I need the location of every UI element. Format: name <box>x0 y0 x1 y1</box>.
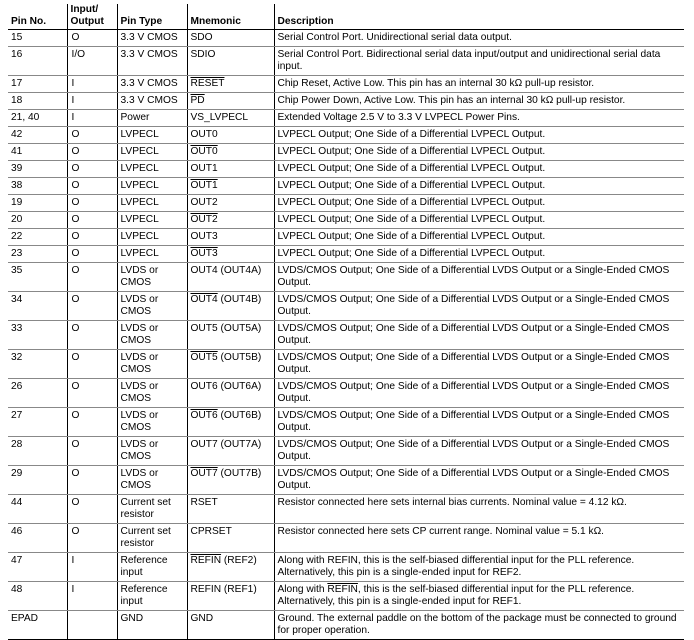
table-row <box>8 229 684 246</box>
description-cell <box>274 76 684 93</box>
pin-number-cell: 16 <box>8 47 67 76</box>
description-text: LVPECL Output; One Side of a Differential LVPECL Output. <box>277 163 546 174</box>
table-row <box>8 93 684 110</box>
description-text: LVPECL Output; One Side of a Differential LVPECL Output. <box>277 197 546 208</box>
pin-number-cell: 42 <box>8 127 67 144</box>
mnemonic-cell <box>187 524 274 553</box>
description-cell <box>274 466 684 495</box>
io-cell: O <box>67 127 117 144</box>
description-text: Resistor connected here sets internal bias currents. Nominal value = 4.12 kΩ. <box>277 497 627 508</box>
description-cell <box>274 144 684 161</box>
pin-number-cell: 27 <box>8 408 67 437</box>
description-text: Serial Control Port. Bidirectional serial data input/output and unidirectional serial data input. <box>277 49 661 72</box>
pin-number-cell: 23 <box>8 246 67 263</box>
mnemonic-text: OUT5 (OUT5A) <box>190 323 262 334</box>
pin-type-cell: LVPECL <box>117 246 187 263</box>
pin-type-cell: LVDS or CMOS <box>117 408 187 437</box>
pin-number-cell: 46 <box>8 524 67 553</box>
io-cell: O <box>67 379 117 408</box>
pin-type-cell: LVPECL <box>117 212 187 229</box>
table-row <box>8 466 684 495</box>
io-cell: O <box>67 144 117 161</box>
mnemonic-cell <box>187 93 274 110</box>
mnemonic-overline-part: $\overline{PD}$ <box>190 95 205 106</box>
description-cell <box>274 408 684 437</box>
description-cell <box>274 582 684 611</box>
table-row <box>8 292 684 321</box>
io-cell: O <box>67 178 117 195</box>
header-pin-no: Pin No. <box>8 4 67 30</box>
pin-type-cell: LVDS or CMOS <box>117 292 187 321</box>
table-row <box>8 495 684 524</box>
table-row <box>8 30 684 47</box>
pin-number-cell: 17 <box>8 76 67 93</box>
description-text: LVPECL Output; One Side of a Differential LVPECL Output. <box>277 180 546 191</box>
mnemonic-text: REFIN (REF1) <box>190 584 257 595</box>
io-cell: O <box>67 292 117 321</box>
io-cell: O <box>67 437 117 466</box>
pin-number-cell: 38 <box>8 178 67 195</box>
description-cell <box>274 229 684 246</box>
io-cell <box>67 611 117 640</box>
table-row <box>8 178 684 195</box>
mnemonic-text: OUT1 <box>190 163 218 174</box>
pin-type-cell: LVDS or CMOS <box>117 466 187 495</box>
pin-type-cell: LVPECL <box>117 178 187 195</box>
description-text: LVPECL Output; One Side of a Differential LVPECL Output. <box>277 248 546 259</box>
description-cell <box>274 263 684 292</box>
table-row <box>8 321 684 350</box>
pin-number-cell: 39 <box>8 161 67 178</box>
table-row <box>8 127 684 144</box>
io-cell: I <box>67 76 117 93</box>
mnemonic-text: OUT7 (OUT7A) <box>190 439 262 450</box>
pin-type-cell: Reference input <box>117 582 187 611</box>
description-cell <box>274 350 684 379</box>
pin-type-cell: LVDS or CMOS <box>117 379 187 408</box>
description-text: LVPECL Output; One Side of a Differential LVPECL Output. <box>277 146 546 157</box>
description-text-tail: , this is the self-biased differential input for the PLL reference. Alternatively, this pin is a single-ended input for REF1. <box>277 584 635 607</box>
mnemonic-text: OUT7 (OUT7B) <box>190 468 262 479</box>
mnemonic-cell <box>187 229 274 246</box>
mnemonic-cell <box>187 350 274 379</box>
mnemonic-cell <box>187 110 274 127</box>
description-text: LVDS/CMOS Output; One Side of a Differential LVDS Output or a Single-Ended CMOS Output. <box>277 294 670 317</box>
header-mnemonic: Mnemonic <box>187 4 274 30</box>
pin-type-cell: Reference input <box>117 553 187 582</box>
table-row <box>8 408 684 437</box>
mnemonic-text: OUT4 (OUT4B) <box>190 294 262 305</box>
io-cell: O <box>67 195 117 212</box>
pin-number-cell: 19 <box>8 195 67 212</box>
mnemonic-text: OUT6 (OUT6A) <box>190 381 262 392</box>
io-cell: O <box>67 161 117 178</box>
io-cell: I <box>67 93 117 110</box>
mnemonic-overline-part: OUT1 <box>190 180 218 191</box>
io-cell: O <box>67 350 117 379</box>
mnemonic-overline-part: OUT7 <box>190 468 218 479</box>
pin-number-cell: 48 <box>8 582 67 611</box>
mnemonic-text: OUT4 (OUT4A) <box>190 265 262 276</box>
header-pin-type: Pin Type <box>117 4 187 30</box>
mnemonic-text: OUT3 <box>190 231 218 242</box>
description-cell <box>274 611 684 640</box>
io-cell: O <box>67 30 117 47</box>
description-cell <box>274 437 684 466</box>
mnemonic-overline-part: OUT0 <box>190 146 218 157</box>
header-row <box>8 4 684 30</box>
pin-type-cell: 3.3 V CMOS <box>117 76 187 93</box>
io-cell: O <box>67 321 117 350</box>
mnemonic-text <box>191 146 218 157</box>
description-text: LVDS/CMOS Output; One Side of a Differential LVDS Output or a Single-Ended CMOS Output. <box>277 352 670 375</box>
mnemonic-cell <box>187 379 274 408</box>
pin-number-cell: 33 <box>8 321 67 350</box>
description-text: LVDS/CMOS Output; One Side of a Differential LVDS Output or a Single-Ended CMOS Output. <box>277 439 670 462</box>
pin-number-cell: 26 <box>8 379 67 408</box>
description-text: Serial Control Port. Unidirectional serial data output. <box>277 32 512 43</box>
table-row <box>8 582 684 611</box>
mnemonic-text: OUT2 <box>190 197 218 208</box>
pin-type-cell: LVDS or CMOS <box>117 437 187 466</box>
pin-type-cell: 3.3 V CMOS <box>117 47 187 76</box>
description-text: Chip Reset, Active Low. This pin has an internal 30 kΩ pull-up resistor. <box>277 78 595 89</box>
description-text: Along with REFIN, this is the self-biased differential input for the PLL reference. Alternatively, this pin is a single-ended input for REF2. <box>277 555 635 578</box>
mnemonic-cell <box>187 466 274 495</box>
table-row <box>8 212 684 229</box>
pin-number-cell: 22 <box>8 229 67 246</box>
table-row <box>8 553 684 582</box>
description-cell <box>274 524 684 553</box>
pin-type-cell: LVDS or CMOS <box>117 263 187 292</box>
pin-number-cell: 35 <box>8 263 67 292</box>
pin-type-cell: LVPECL <box>117 127 187 144</box>
mnemonic-text: REFIN (REF2) <box>190 555 257 566</box>
mnemonic-text: OUT0 <box>190 129 218 140</box>
mnemonic-overline-part: OUT3 <box>190 248 218 259</box>
io-cell: O <box>67 466 117 495</box>
mnemonic-text: GND <box>190 613 214 624</box>
description-cell <box>274 30 684 47</box>
description-cell <box>274 161 684 178</box>
description-text: LVPECL Output; One Side of a Differential LVPECL Output. <box>277 231 546 242</box>
header-io-line1: Input/ <box>70 4 99 15</box>
description-cell <box>274 127 684 144</box>
description-cell <box>274 93 684 110</box>
mnemonic-cell <box>187 582 274 611</box>
io-cell: O <box>67 495 117 524</box>
mnemonic-text: VS_LVPECL <box>190 112 249 123</box>
mnemonic-cell <box>187 195 274 212</box>
description-cell <box>274 195 684 212</box>
pin-type-cell: LVPECL <box>117 161 187 178</box>
io-cell: O <box>67 212 117 229</box>
mnemonic-text: SDO <box>190 32 213 43</box>
mnemonic-text: RSET <box>190 497 218 508</box>
mnemonic-cell <box>187 263 274 292</box>
pin-number-cell: 41 <box>8 144 67 161</box>
pin-type-cell: LVPECL <box>117 195 187 212</box>
description-text: Extended Voltage 2.5 V to 3.3 V LVPECL Power Pins. <box>277 112 520 123</box>
mnemonic-text: OUT5 (OUT5B) <box>190 352 262 363</box>
io-cell: O <box>67 246 117 263</box>
mnemonic-cell <box>187 246 274 263</box>
description-text: LVDS/CMOS Output; One Side of a Differential LVDS Output or a Single-Ended CMOS Output. <box>277 265 670 288</box>
description-text: LVDS/CMOS Output; One Side of a Differential LVDS Output or a Single-Ended CMOS Output. <box>277 381 670 404</box>
description-cell <box>274 553 684 582</box>
table-row <box>8 144 684 161</box>
pin-type-cell: LVDS or CMOS <box>117 321 187 350</box>
mnemonic-overline-part: OUT6 <box>190 410 218 421</box>
table-row <box>8 379 684 408</box>
pin-type-cell: LVPECL <box>117 144 187 161</box>
mnemonic-cell <box>187 161 274 178</box>
table-row <box>8 47 684 76</box>
mnemonic-text: OUT6 (OUT6B) <box>190 410 262 421</box>
header-io-line2: Output <box>70 16 104 27</box>
pin-number-cell: 21, 40 <box>8 110 67 127</box>
description-cell <box>274 178 684 195</box>
mnemonic-overline-part: OUT2 <box>190 214 218 225</box>
mnemonic-cell <box>187 76 274 93</box>
description-cell <box>274 47 684 76</box>
table-row <box>8 195 684 212</box>
mnemonic-cell <box>187 495 274 524</box>
pin-number-cell: 44 <box>8 495 67 524</box>
mnemonic-overline-part: RESET <box>190 78 225 89</box>
table-row <box>8 350 684 379</box>
mnemonic-text <box>191 248 218 259</box>
pin-number-cell: 32 <box>8 350 67 379</box>
pin-number-cell: 20 <box>8 212 67 229</box>
table-row <box>8 437 684 466</box>
pin-number-cell: EPAD <box>8 611 67 640</box>
description-cell <box>274 246 684 263</box>
header-input-output <box>67 4 117 30</box>
pin-type-cell: 3.3 V CMOS <box>117 93 187 110</box>
mnemonic-cell <box>187 47 274 76</box>
mnemonic-overline-part: OUT5 <box>190 352 218 363</box>
table-row <box>8 611 684 640</box>
mnemonic-cell <box>187 553 274 582</box>
description-cell <box>274 212 684 229</box>
description-cell <box>274 379 684 408</box>
mnemonic-cell <box>187 437 274 466</box>
mnemonic-cell <box>187 127 274 144</box>
table-row <box>8 524 684 553</box>
io-cell: O <box>67 524 117 553</box>
table-row <box>8 246 684 263</box>
description-cell <box>274 321 684 350</box>
mnemonic-text <box>191 78 225 89</box>
mnemonic-cell <box>187 611 274 640</box>
pin-number-cell: 28 <box>8 437 67 466</box>
mnemonic-cell <box>187 178 274 195</box>
table-row <box>8 161 684 178</box>
mnemonic-text <box>191 180 218 191</box>
description-cell <box>274 495 684 524</box>
pin-number-cell: 47 <box>8 553 67 582</box>
mnemonic-text <box>191 214 218 225</box>
pin-function-table <box>8 4 684 640</box>
pin-type-cell: 3.3 V CMOS <box>117 30 187 47</box>
mnemonic-cell <box>187 408 274 437</box>
io-cell: I <box>67 110 117 127</box>
description-cell <box>274 110 684 127</box>
mnemonic-text <box>191 95 205 106</box>
io-cell: O <box>67 408 117 437</box>
io-cell: O <box>67 263 117 292</box>
pin-number-cell: 34 <box>8 292 67 321</box>
pin-type-cell: Current set resistor <box>117 495 187 524</box>
io-cell: I <box>67 553 117 582</box>
io-cell: O <box>67 229 117 246</box>
description-cell <box>274 292 684 321</box>
description-text: LVDS/CMOS Output; One Side of a Differential LVDS Output or a Single-Ended CMOS Output. <box>277 410 670 433</box>
description-text: Chip Power Down, Active Low. This pin has an internal 30 kΩ pull-up resistor. <box>277 95 626 106</box>
table-row <box>8 263 684 292</box>
io-cell: I/O <box>67 47 117 76</box>
description-text: LVPECL Output; One Side of a Differential LVPECL Output. <box>277 129 546 140</box>
table-row <box>8 76 684 93</box>
description-text: Along with <box>277 584 328 595</box>
mnemonic-cell <box>187 321 274 350</box>
description-overline: REFIN <box>327 584 358 595</box>
mnemonic-cell <box>187 292 274 321</box>
pin-number-cell: 29 <box>8 466 67 495</box>
header-description: Description <box>274 4 684 30</box>
mnemonic-overline-part: REFIN <box>190 555 222 566</box>
pin-type-cell: GND <box>117 611 187 640</box>
description-text: LVDS/CMOS Output; One Side of a Differential LVDS Output or a Single-Ended CMOS Output. <box>277 323 670 346</box>
pin-type-cell: LVDS or CMOS <box>117 350 187 379</box>
description-text: LVDS/CMOS Output; One Side of a Differential LVDS Output or a Single-Ended CMOS Output. <box>277 468 670 491</box>
mnemonic-text: CPRSET <box>190 526 232 537</box>
pin-type-cell: LVPECL <box>117 229 187 246</box>
pin-number-cell: 15 <box>8 30 67 47</box>
io-cell: I <box>67 582 117 611</box>
pin-type-cell: Current set resistor <box>117 524 187 553</box>
mnemonic-text: SDIO <box>190 49 216 60</box>
mnemonic-overline-part: OUT4 <box>190 294 218 305</box>
description-text: Resistor connected here sets CP current range. Nominal value = 5.1 kΩ. <box>277 526 605 537</box>
mnemonic-cell <box>187 144 274 161</box>
description-text: Ground. The external paddle on the bottom of the package must be connected to ground for proper operation. <box>277 613 677 636</box>
mnemonic-cell <box>187 30 274 47</box>
description-text: LVPECL Output; One Side of a Differential LVPECL Output. <box>277 214 546 225</box>
pin-number-cell: 18 <box>8 93 67 110</box>
pin-type-cell: Power <box>117 110 187 127</box>
mnemonic-cell <box>187 212 274 229</box>
table-row <box>8 110 684 127</box>
